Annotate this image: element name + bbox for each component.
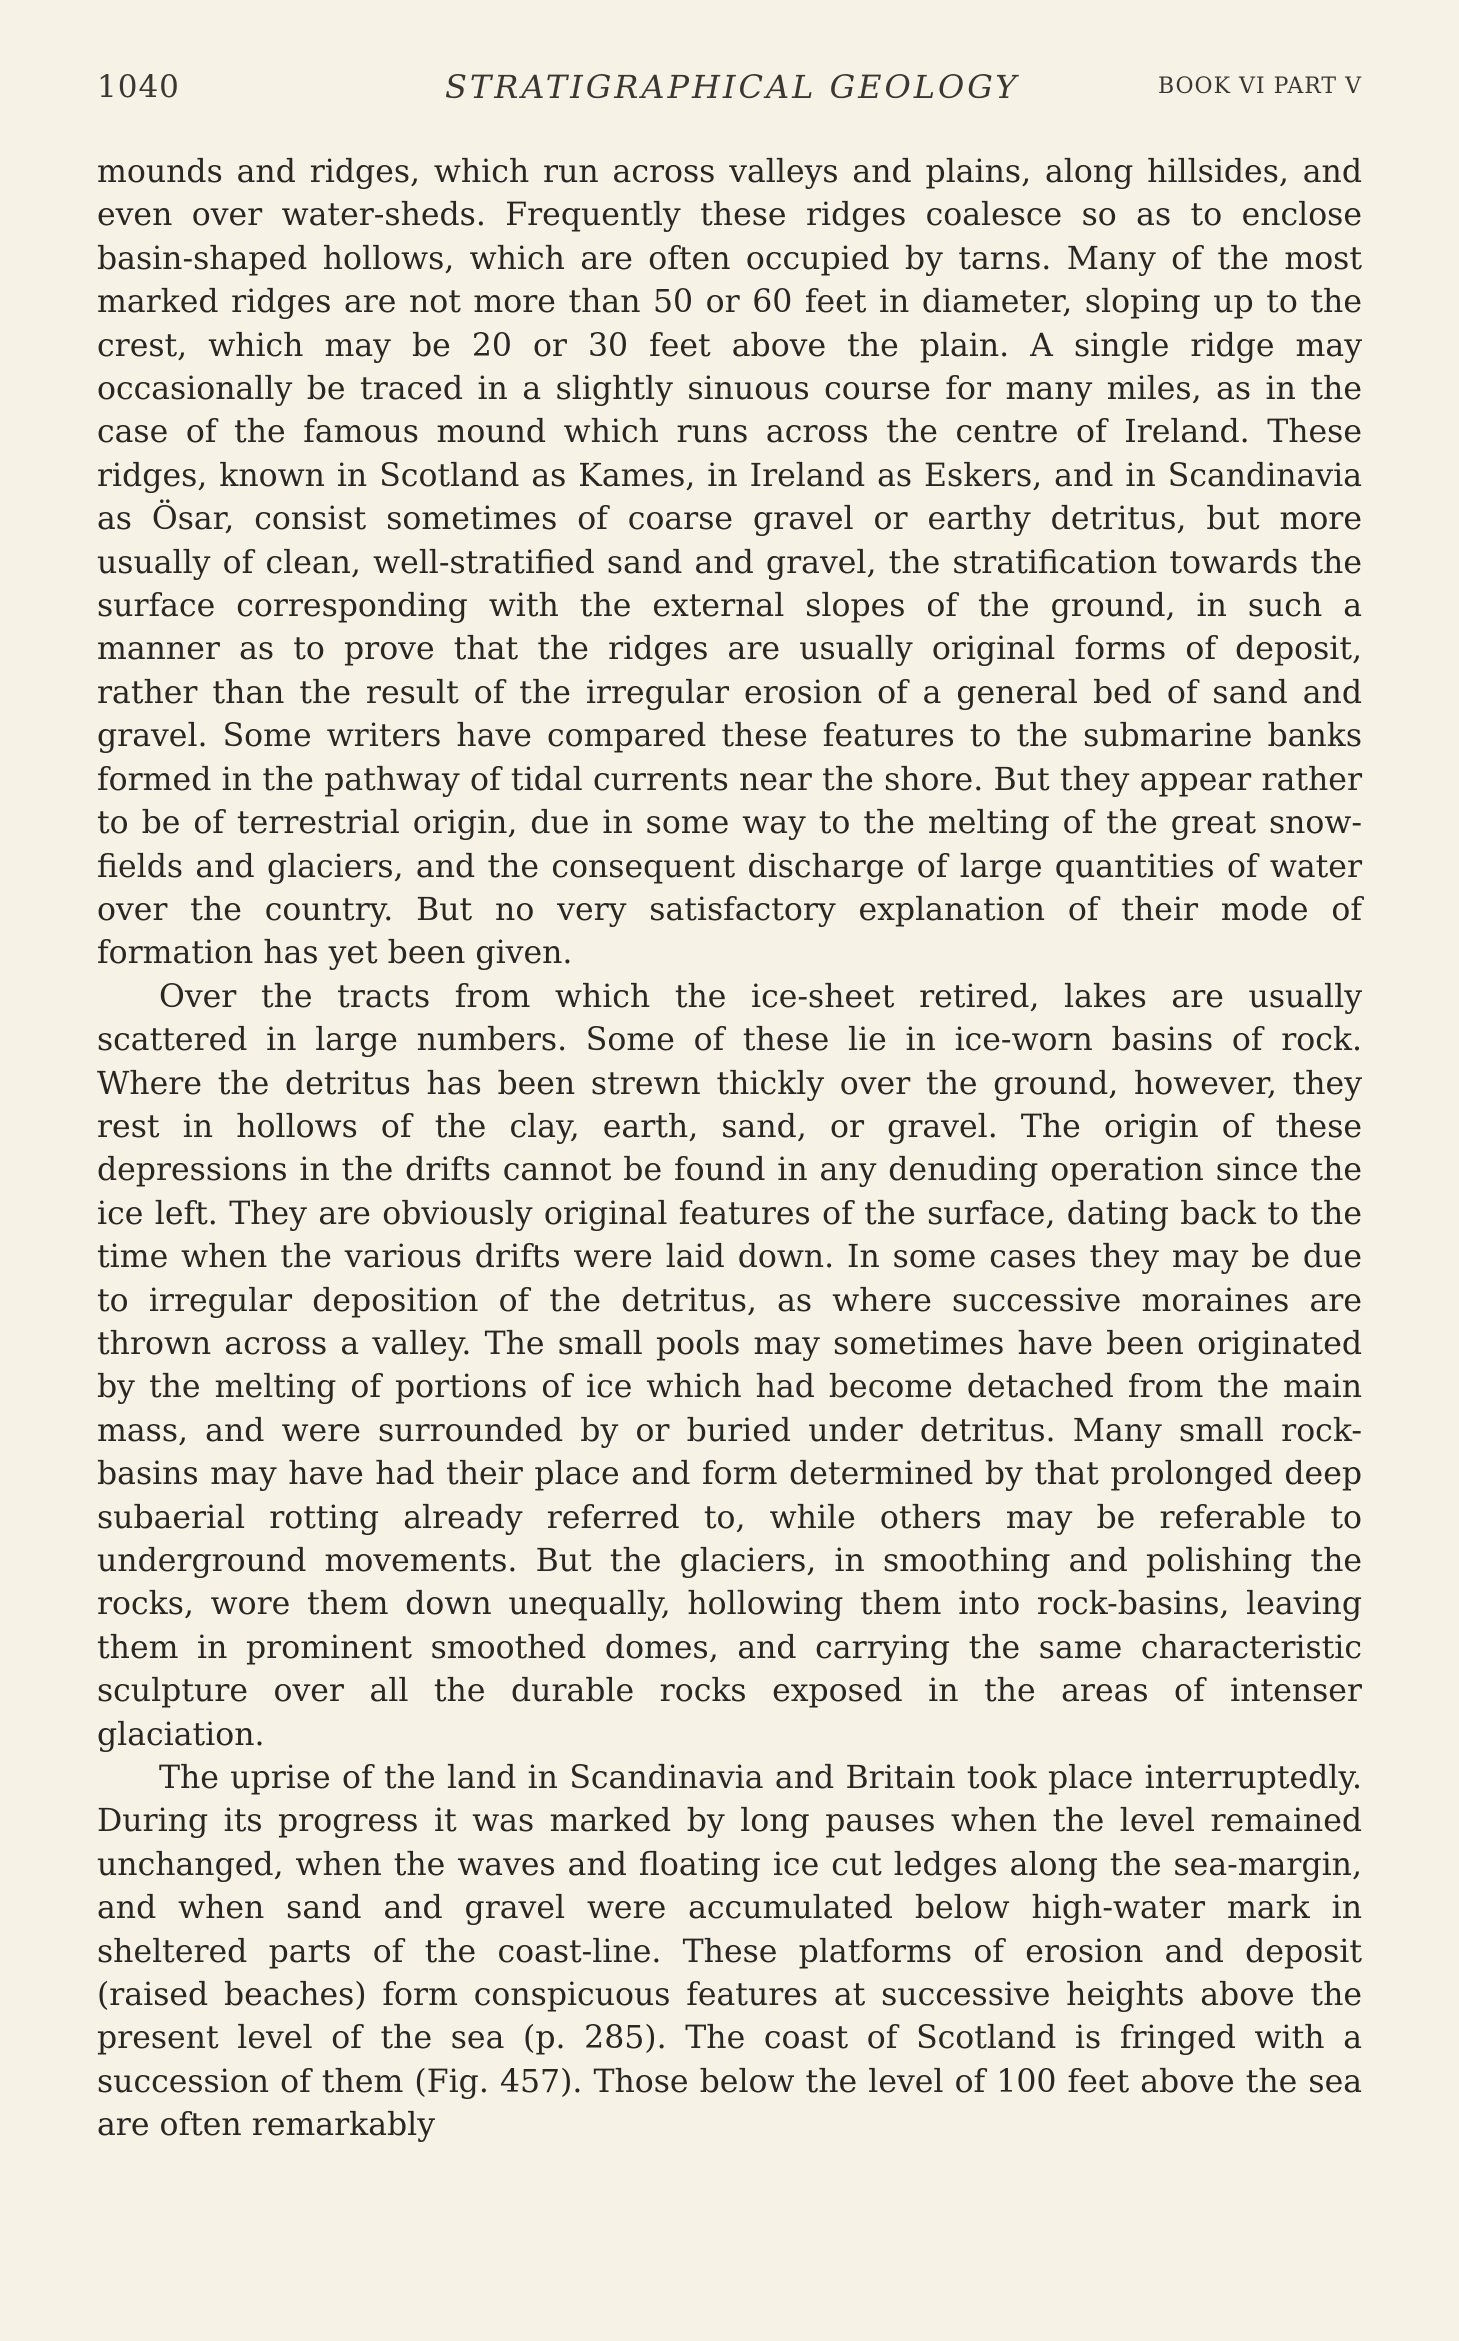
- page-number: 1040: [97, 69, 180, 105]
- book-page: [97, 62, 1362, 2292]
- book-part-label: BOOK VI PART V: [1157, 74, 1362, 99]
- running-title: STRATIGRAPHICAL GEOLOGY: [445, 68, 1020, 106]
- body-text: [97, 151, 1362, 2148]
- running-header: [97, 62, 1362, 112]
- paragraph-lakes: Over the tracts from which the ice-sheet retired, lakes are usually scattered in large numbers. Some of these lie in ice-worn basins of rock. Where the detritus has been strewn thickly over the ground, however, they rest in hollows of the clay, earth, sand, or gravel. The origin of these depressions in the drifts cannot be found in any denuding operation since the ice left. They are obviously original features of the surface, dating back to the time when the various drifts were laid down. In some cases they may be due to irregular deposition of the detritus, as where successive moraines are thrown across a valley. The small pools may sometimes have been originated by the melting of portions of ice which had become detached from the main mass, and were surrounded by or buried under detritus. Many small rock-basins may have had their place and form determined by that prolonged deep subaerial rotting already referred to, while others may be referable to underground movements. But the glaciers, in smoothing and polishing the rocks, wore them down unequally, hollowing them into rock-basins, leaving them in prominent smoothed domes, and carrying the same characteristic sculpture over all the durable rocks exposed in the areas of intenser glaciation.: [97, 978, 1362, 1753]
- paragraph-continued: mounds and ridges, which run across valleys and plains, along hillsides, and even over water-sheds. Frequently these ridges coalesce so as to enclose basin-shaped hollows, which are often occupied by tarns. Many of the most marked ridges are not more than 50 or 60 feet in diameter, sloping up to the crest, which may be 20 or 30 feet above the plain. A single ridge may occasionally be traced in a slightly sinuous course for many miles, as in the case of the famous mound which runs across the centre of Ireland. These ridges, known in Scotland as Kames, in Ireland as Eskers, and in Scandinavia as Ösar, consist sometimes of coarse gravel or earthy detritus, but more usually of clean, well-stratified sand and gravel, the stratification towards the surface corresponding with the external slopes of the ground, in such a manner as to prove that the ridges are usually original forms of deposit, rather than the result of the irregular erosion of a general bed of sand and gravel. Some writers have compared these features to the submarine banks formed in the pathway of tidal currents near the shore. But they appear rather to be of terrestrial origin, due in some way to the melting of the great snow-fields and glaciers, and the consequent discharge of large quantities of water over the country. But no very satisfactory explanation of their mode of formation has yet been given.: [97, 154, 1362, 972]
- paragraph-raised-beaches: The uprise of the land in Scandinavia and Britain took place interruptedly. During its progress it was marked by long pauses when the level remained unchanged, when the waves and floating ice cut ledges along the sea-margin, and when sand and gravel were accumulated below high-water mark in sheltered parts of the coast-line. These platforms of erosion and deposit (raised beaches) form conspicuous features at successive heights above the present level of the sea (p. 285). The coast of Scotland is fringed with a succession of them (Fig. 457). Those below the level of 100 feet above the sea are often remarkably: [97, 1760, 1362, 2144]
